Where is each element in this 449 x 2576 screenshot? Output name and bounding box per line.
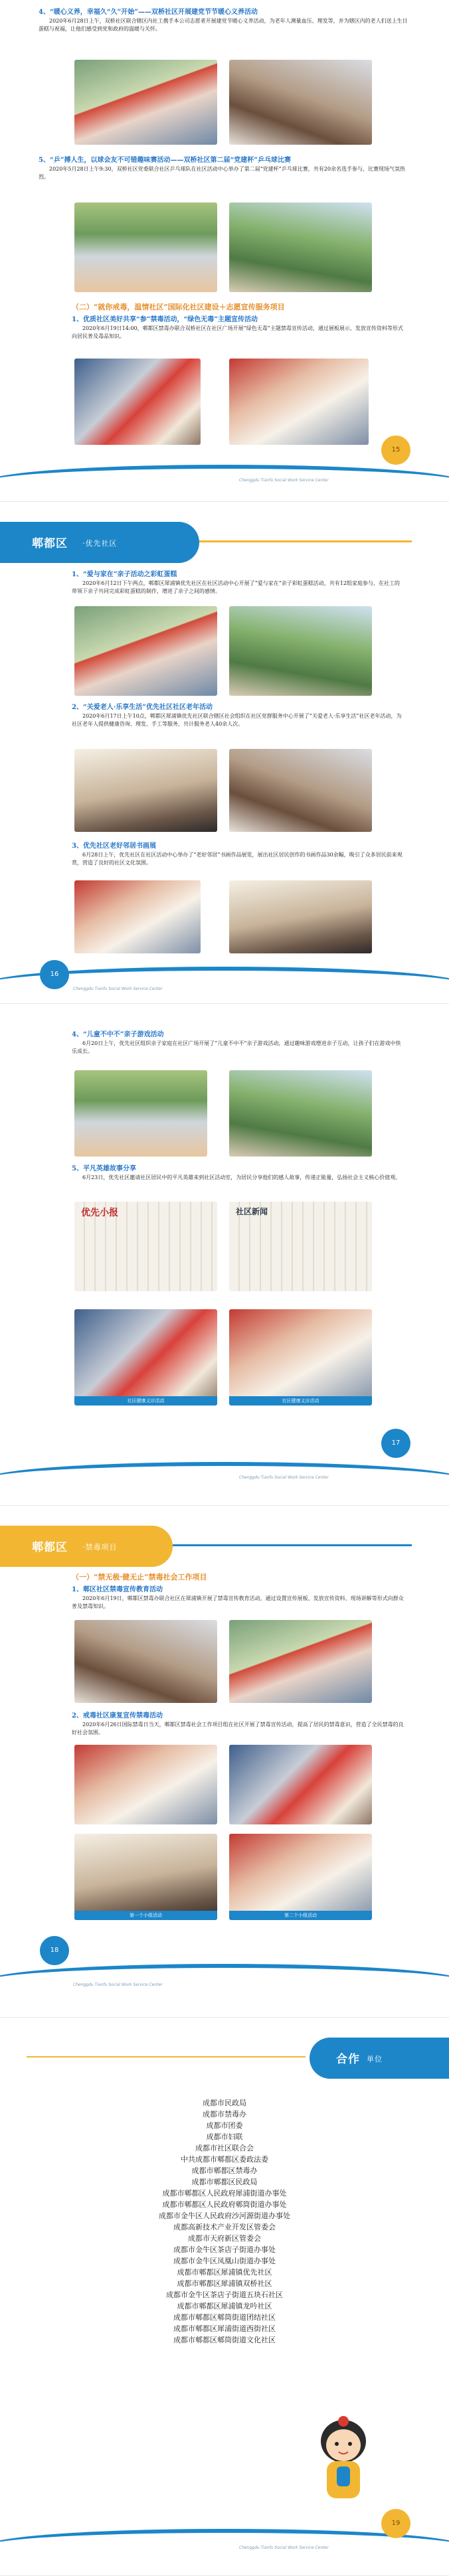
page-3	[0, 1004, 449, 1506]
caption-1: 第一个小组活动	[74, 1911, 217, 1920]
partner-item: 成都高新技术产业开发区管委会	[173, 2223, 276, 2231]
photo-pingpong-2	[229, 202, 372, 292]
section-2-header	[72, 302, 404, 313]
partner-item: 成都市郫都区犀浦街道西街社区	[173, 2324, 276, 2333]
partner-item: 成都市郫都区犀浦镇双桥社区	[177, 2279, 272, 2288]
partner-item: 中共成都市郫都区委政法委	[181, 2155, 268, 2164]
item-1-title: 1、优质社区美好共享“参”禁毒活动，“绿色无毒”主题宣传活动	[72, 316, 258, 323]
photo-art-exhibition-1	[74, 880, 201, 953]
partner-item: 成都市郫都区民政局	[191, 2178, 258, 2186]
page-1	[0, 0, 449, 502]
partner-item: 成都市天府新区管委会	[188, 2234, 261, 2243]
item-2-block	[72, 703, 404, 728]
page-4	[0, 1506, 449, 2018]
item-2-text: 2020年6月17日上午10点，郫都区犀浦镇优先社区联合辖区社会组织在社区党群服务中心开展了“关爱老人·乐享生活”社区老年活动，为社区老年人提供健康咨询、理发、手工等服务，共计服务老人40余人次。	[72, 713, 402, 727]
photo-anti-drug-2	[229, 1620, 372, 1703]
footer-wave	[0, 465, 449, 499]
photo-family-cake-2	[229, 606, 372, 696]
item-5-text: 2020年5月28日上午9:30，双桥社区党委联合社区乒乓球队在社区活动中心举办了第二届“党建杯”乒乓球比赛，共有20余名选手参与，比赛现场气氛热烈。	[39, 166, 405, 180]
partner-item: 成都市郫都区人民政府犀浦街道办事处	[162, 2189, 287, 2198]
section-title: （一）“禁无极·健无止”禁毒社会工作项目	[72, 1573, 207, 1581]
caption-1: 社区健康义诊活动	[74, 1396, 217, 1406]
item-5-title: 5、“乒”搏人生，以球会友不可错趣味赛活动——双桥社区第二届“党建杯”乒乓球比赛	[39, 157, 291, 164]
photo-elderly-activity-2	[229, 749, 372, 832]
partner-item: 成都市金牛区茶店子街道办事处	[173, 2245, 276, 2254]
page-2	[0, 502, 449, 1004]
newspaper-clip-2	[229, 1202, 372, 1291]
footer-english: Chenggdu Tianfu Social Work Service Center	[239, 1475, 329, 1480]
photo-family-cake-1	[74, 606, 217, 696]
footer-wave	[0, 1462, 449, 1496]
partner-item: 成都市金牛区凤凰山街道办事处	[173, 2257, 276, 2265]
partner-item: 成都市金牛区人民政府沙河源街道办事处	[159, 2212, 290, 2220]
item-1-block	[72, 570, 404, 596]
footer-english: Chenggdu Tianfu Social Work Service Center	[73, 1982, 163, 1987]
footer-wave	[0, 1964, 449, 1998]
item-4-block	[72, 1030, 404, 1056]
footer-english: Chenggdu Tianfu Social Work Service Center	[73, 987, 163, 991]
band-subtitle: ·优先社区	[82, 539, 118, 548]
partner-item: 成都市郫都区人民政府郫筒街道办事处	[162, 2200, 287, 2209]
item-1-block	[72, 1585, 404, 1611]
photo-parent-child-2	[229, 1070, 372, 1157]
partner-item: 成都市郫都区犀浦镇优先社区	[177, 2268, 272, 2277]
item-1-text: 2020年6月12日下午两点，郫都区犀浦镇优先社区在社区活动中心开展了“爱与家在”亲子彩虹蛋糕活动，共有12组家庭参与，在社工的带领下亲子共同完成彩虹蛋糕的制作，增进了亲子之间的感情。	[72, 580, 400, 594]
item-5-text: 6月23日，优先社区邀请社区居民中的平凡英雄来到社区活动室，为居民分享他们的感人故事，传递正能量，弘扬社会主义核心价值观。	[82, 1174, 401, 1180]
partner-item: 成都市团委	[206, 2121, 243, 2130]
newspaper-1-head: 优先小报	[81, 1208, 118, 1218]
photo-health-clinic-1	[74, 1309, 217, 1406]
item-4-text: 2020年6月28日上午，双桥社区联合辖区内社工携手本公司志愿者开展建党节暖心义养活动，为老年人测量血压、理发等，并为辖区内的老人们送上生日蛋糕与祝福，让他们感受到党和政府的温暖与关怀。	[39, 18, 408, 32]
partner-item: 成都市社区联合会	[195, 2144, 254, 2152]
item-1-title: 1、“爱与家在”亲子活动之彩虹蛋糕	[72, 571, 177, 578]
mascot-icon	[314, 2415, 373, 2508]
photo-health-clinic-2	[229, 1309, 372, 1406]
band-line	[173, 1544, 412, 1546]
page-number: 15	[381, 436, 410, 465]
caption-2: 社区健康义诊活动	[229, 1396, 372, 1406]
caption-2: 第二个小组活动	[229, 1911, 372, 1920]
item-1-block	[72, 315, 404, 341]
band-subtitle: ·禁毒项目	[82, 1543, 118, 1552]
photo-pingpong-1	[74, 202, 217, 292]
item-1-text: 2020年6月19日，郫都区禁毒办联合社区在犀浦镇开展了禁毒宣传教育活动，通过设置宣传展板、发放宣传资料、现场讲解等形式向群众普及禁毒知识。	[72, 1595, 404, 1609]
band-title: 合作	[336, 2053, 360, 2066]
band-title: 郫都区	[32, 1541, 68, 1554]
photo-group-1	[74, 1834, 217, 1920]
partner-list	[0, 2097, 449, 2346]
photo-rehab-2	[229, 1745, 372, 1824]
mascot-illustration	[314, 2415, 373, 2508]
photo-parent-child-1	[74, 1070, 207, 1157]
photo-group-2	[229, 1834, 372, 1920]
item-3-title: 3、优先社区老好邻居书画展	[72, 843, 156, 850]
item-5-title: 5、平凡英雄故事分享	[72, 1165, 136, 1172]
page-number: 16	[40, 960, 69, 989]
page-number: 19	[381, 2509, 410, 2538]
newspaper-2-head: 社区新闻	[236, 1207, 268, 1216]
footer-english: Chenggdu Tianfu Social Work Service Center	[239, 478, 329, 483]
item-2-title: 2、“关爱老人·乐享生活”优先社区社区老年活动	[72, 704, 213, 711]
page-number: 17	[381, 1429, 410, 1458]
photo-rehab-1	[74, 1745, 217, 1824]
item-4-title: 4、“暖心义养，幸福久“久”开始”——双桥社区开展建党节节暖心义养活动	[39, 9, 258, 16]
photo-art-exhibition-2	[229, 880, 372, 953]
partner-item: 成都市郫都区犀浦镇龙吟社区	[177, 2302, 272, 2310]
photo-elderly-care-1	[74, 60, 217, 145]
item-4-block	[39, 8, 410, 33]
band-line	[27, 2056, 306, 2057]
item-2-text: 2020年6月26日国际禁毒日当天，郫都区禁毒社会工作项目组在社区开展了禁毒宣传活动，提高了居民的禁毒意识，营造了全民禁毒的良好社会氛围。	[72, 1722, 404, 1735]
item-2-block	[72, 1712, 404, 1737]
band-title: 郫都区	[32, 537, 68, 550]
district-band	[0, 1526, 173, 1567]
item-5-block	[39, 156, 410, 181]
item-2-title: 2、戒毒社区康复宣传禁毒活动	[72, 1712, 163, 1720]
section-header	[72, 1572, 404, 1583]
item-1-text: 2020年6月19日14:00，郫都区禁毒办联合双桥社区在社区广场开展“绿色无毒”主题禁毒宣传活动，通过展板展示、发放宣传资料等形式向居民普及毒品知识。	[72, 325, 403, 339]
item-5-block	[72, 1165, 404, 1182]
photo-elderly-care-2	[229, 60, 372, 145]
footer-wave	[0, 2529, 449, 2563]
item-3-text: 6月28日上午，优先社区在社区活动中心举办了“老好邻居”书画作品展览，展出社区居民创作的书画作品30余幅，吸引了众多居民前来观赏，营造了良好的社区文化氛围。	[72, 852, 403, 866]
partner-item: 成都市妇联	[206, 2133, 243, 2141]
item-1-title: 1、郫区社区禁毒宣传教育活动	[72, 1586, 163, 1593]
item-4-title: 4、“儿童不中不”亲子游戏活动	[72, 1031, 164, 1038]
partner-item: 成都市金牛区茶店子街道五块石社区	[166, 2291, 283, 2299]
photo-anti-drug-1	[74, 1620, 217, 1703]
band-line	[199, 540, 412, 542]
partners-band	[310, 2038, 449, 2079]
partner-item: 成都市郫都区郫筒街道团结社区	[173, 2313, 276, 2322]
item-3-block	[72, 842, 404, 867]
photo-elderly-activity-1	[74, 749, 217, 832]
footer-english: Chenggdu Tianfu Social Work Service Center	[239, 2545, 329, 2550]
item-4-text: 6月20日上午，优先社区组织亲子家庭在社区广场开展了“儿童不中不”亲子游戏活动，通过趣味游戏增进亲子互动，让孩子们在游戏中快乐成长。	[72, 1040, 401, 1054]
section-2-title: （二）“就你戒毒，温情社区”国际化社区建设＋志愿宣传服务项目	[72, 303, 285, 311]
newspaper-clip-1	[74, 1202, 217, 1291]
partner-item: 成都市郫都区禁毒办	[191, 2166, 258, 2175]
page-5	[0, 2018, 449, 2576]
partner-item: 成都市禁毒办	[203, 2110, 246, 2119]
page-number: 18	[40, 1936, 69, 1965]
district-band	[0, 522, 199, 563]
partner-item: 成都市郫都区郫筒街道文化社区	[173, 2336, 276, 2344]
partner-item: 成都市民政局	[203, 2099, 246, 2107]
band-subtitle: 单位	[367, 2055, 383, 2063]
photo-drug-campaign-2	[229, 359, 369, 445]
photo-drug-campaign-1	[74, 359, 201, 445]
